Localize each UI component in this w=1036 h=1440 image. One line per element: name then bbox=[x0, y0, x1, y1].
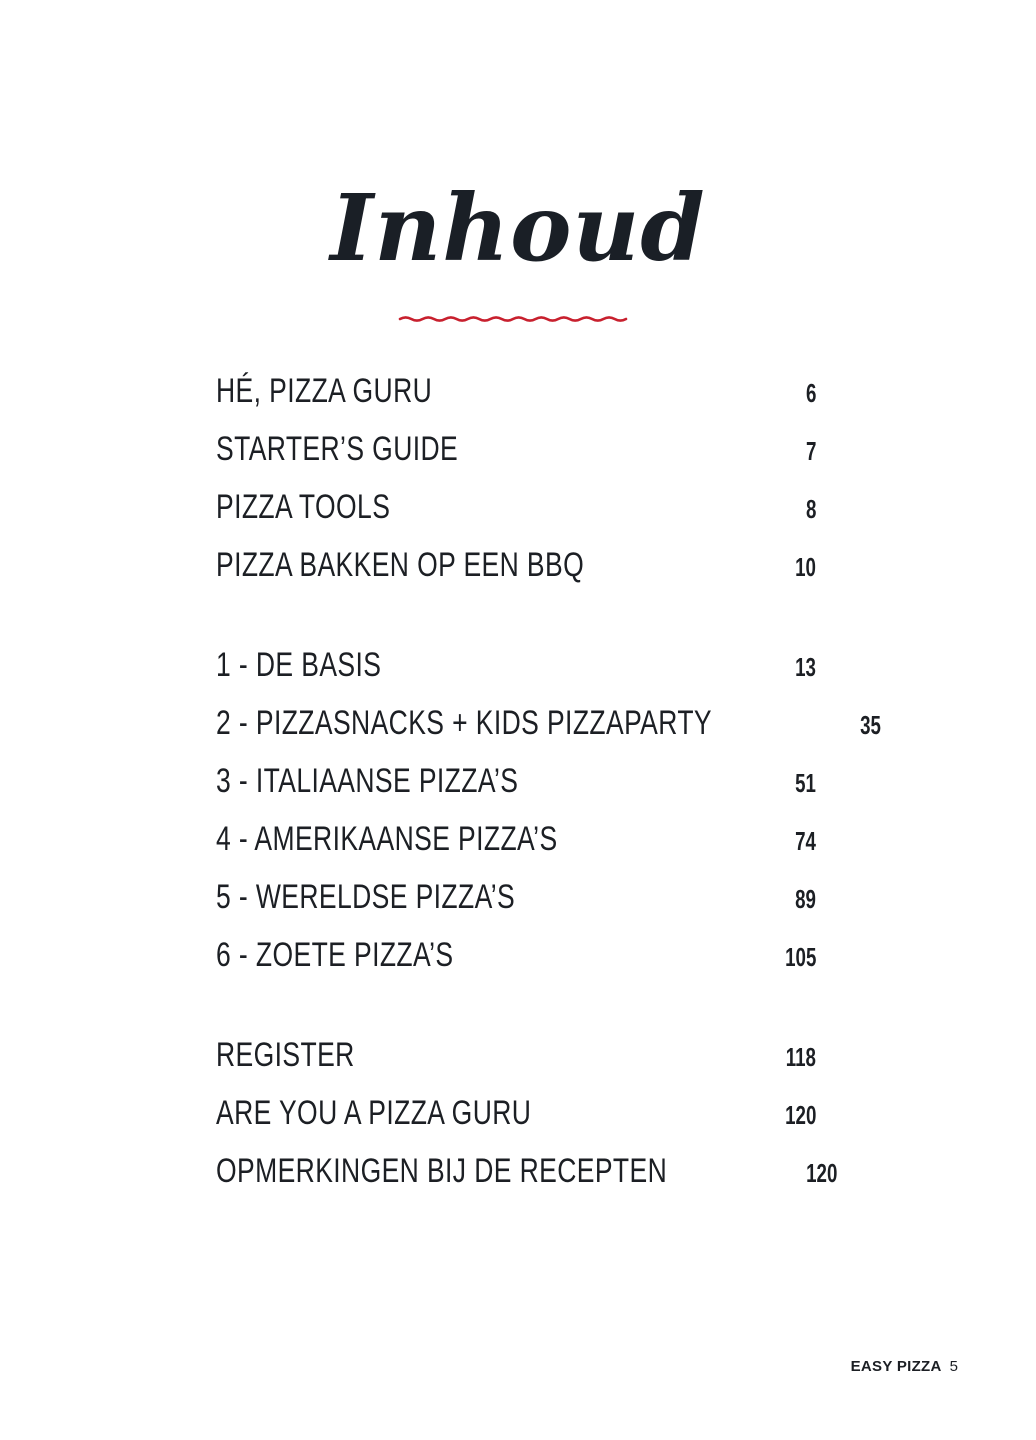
toc-entry[interactable] bbox=[216, 536, 816, 594]
toc-entry-page: 105 bbox=[784, 942, 816, 972]
toc-entry[interactable] bbox=[216, 362, 816, 420]
toc-entry-label: PIZZA TOOLS bbox=[216, 488, 391, 526]
toc-entry[interactable] bbox=[216, 1084, 816, 1142]
toc-entry[interactable] bbox=[216, 420, 816, 478]
toc-entry-page: 51 bbox=[795, 768, 816, 798]
toc-entry-page: 89 bbox=[795, 884, 816, 914]
toc-entry-label: PIZZA BAKKEN OP EEN BBQ bbox=[216, 546, 585, 584]
toc-entry[interactable] bbox=[216, 868, 816, 926]
toc-entry-label: STARTER’S GUIDE bbox=[216, 430, 459, 468]
toc-entry[interactable] bbox=[216, 694, 881, 752]
footer-page-number: 5 bbox=[949, 1358, 958, 1375]
toc-entry[interactable] bbox=[216, 810, 816, 868]
toc-entry[interactable] bbox=[216, 1142, 838, 1200]
toc-entry-label: OPMERKINGEN BIJ DE RECEPTEN bbox=[216, 1152, 668, 1190]
page-title: Inhoud bbox=[330, 174, 706, 282]
toc-entry-page: 74 bbox=[795, 826, 816, 856]
toc-entry-label: 5 - WERELDSE PIZZA’S bbox=[216, 878, 516, 916]
toc-entry[interactable] bbox=[216, 752, 816, 810]
toc-entry[interactable] bbox=[216, 636, 816, 694]
toc-group-appendix bbox=[216, 1026, 838, 1200]
toc-entry-page: 13 bbox=[795, 652, 816, 682]
toc-entry-page: 120 bbox=[784, 1100, 816, 1130]
toc-entry[interactable] bbox=[216, 1026, 816, 1084]
toc-entry-page: 118 bbox=[785, 1042, 816, 1072]
toc-entry-page: 7 bbox=[805, 436, 816, 466]
toc-entry-page: 6 bbox=[805, 378, 816, 408]
toc-entry-label: 4 - AMERIKAANSE PIZZA’S bbox=[216, 820, 558, 858]
toc-entry-label: HÉ, PIZZA GURU bbox=[216, 372, 433, 410]
toc-entry-page: 8 bbox=[805, 494, 816, 524]
toc-group-chapters bbox=[216, 636, 881, 984]
wavy-divider-line bbox=[400, 317, 626, 320]
toc-entry-label: 3 - ITALIAANSE PIZZA’S bbox=[216, 762, 519, 800]
wavy-divider bbox=[398, 310, 628, 328]
page-footer bbox=[851, 1358, 958, 1375]
toc-entry-page: 10 bbox=[795, 552, 816, 582]
toc-entry-label: 2 - PIZZASNACKS + KIDS PIZZAPARTY bbox=[216, 704, 712, 742]
toc-entry-label: ARE YOU A PIZZA GURU bbox=[216, 1094, 532, 1132]
toc-entry-page: 120 bbox=[806, 1158, 838, 1188]
footer-book-title: EASY PIZZA bbox=[850, 1358, 942, 1375]
toc-group-intro bbox=[216, 362, 816, 594]
toc-entry-label: REGISTER bbox=[216, 1036, 355, 1074]
toc-entry-label: 6 - ZOETE PIZZA’S bbox=[216, 936, 454, 974]
toc-entry-label: 1 - DE BASIS bbox=[216, 646, 382, 684]
toc-entry[interactable] bbox=[216, 926, 816, 984]
toc-entry[interactable] bbox=[216, 478, 816, 536]
table-of-contents bbox=[216, 362, 881, 1200]
toc-entry-page: 35 bbox=[859, 710, 881, 740]
